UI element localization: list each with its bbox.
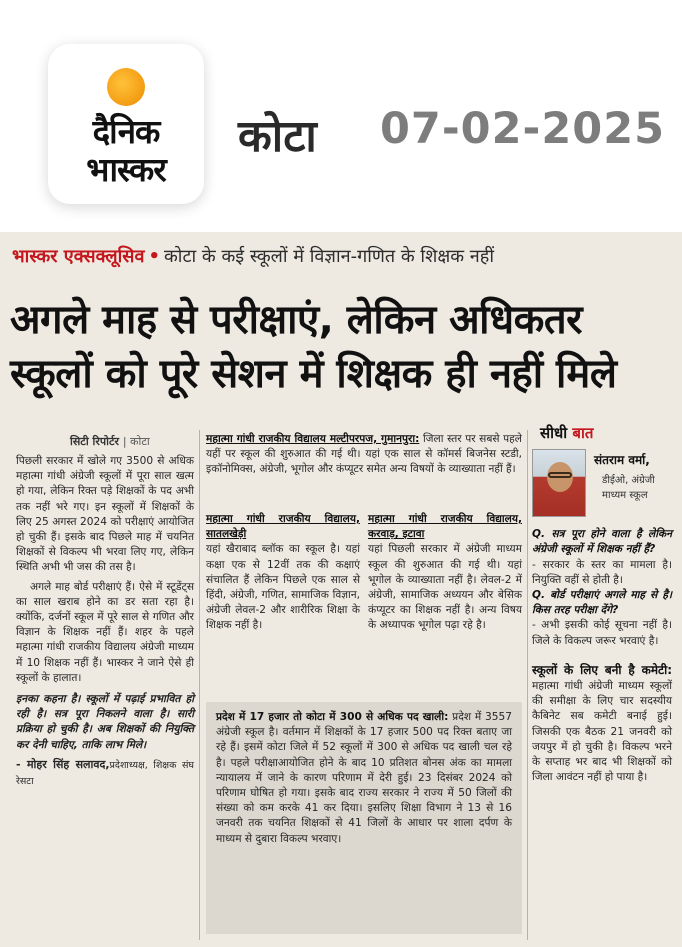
logo-line-2: भास्कर [86, 150, 166, 189]
column-divider [199, 430, 200, 940]
interviewee-role-1: डीईओ, अंग्रेजी [602, 475, 655, 487]
interview-title [540, 426, 672, 441]
byline-city: | कोटा [122, 435, 150, 448]
answer-1: - सरकार के स्तर का मामला है। नियुक्ति वहीं से होती है। [532, 558, 672, 586]
quote-author-name: - मोहर सिंह सलावद, [16, 757, 110, 771]
column-1 [16, 454, 194, 789]
dainik-bhaskar-logo [48, 44, 204, 204]
kicker-tag: भास्कर एक्सक्लूसिव [12, 246, 145, 267]
headline-line-2: स्कूलों को पूरे सेशन में शिक्षक ही नहीं मिले [10, 351, 617, 397]
school-satalkhedi [206, 512, 360, 634]
interview-column [532, 426, 672, 785]
vacancy-box [206, 702, 522, 934]
sun-icon [107, 68, 145, 106]
page-header [0, 0, 682, 228]
kicker-line [12, 244, 672, 268]
vacancy-heading: प्रदेश में 17 हजार तो कोटा में 300 से अधिक पद खाली: [216, 711, 449, 723]
committee-section [532, 663, 672, 786]
vacancy-text: प्रदेश में 3557 अंग्रेजी स्कूल है। वर्तमान में शिक्षकों के 17 हजार 500 पद रिक्त बताए जा रहे हैं। इसमें कोटा जिले में 52 स्कूलों में 300 से अधिक पद खाली चल रहे है। पहले परीक्षाआयोजित होने के बाद 10 प्रतिशत बोनस अंक का मामला न्यायालय में जाने के कारण परिणाम में देरी हुई। 23 दिसंबर 2024 को परिणाम घोषित हो गया। इसके बाद राज्य सरकार ने राज्य में 50 जिलों की संख्या को कम करके 41 कर दिया। इसलिए शिक्षा विभाग ने 13 से 16 जनवरी तक चयनित शिक्षकों से 41 जिलों के आधार पर शाला दर्पण के माध्यम से दुबारा विकल्प भरवाए। [216, 711, 513, 845]
interview-title-b: बात [572, 424, 594, 442]
interview-qa [532, 527, 672, 649]
edition-date: 07-02-2025 [380, 104, 666, 154]
interviewee-role-2: माध्यम स्कूल [602, 490, 648, 502]
byline [70, 434, 150, 449]
kicker-subtitle: कोटा के कई स्कूलों में विज्ञान-गणित के शिक्षक नहीं [163, 246, 494, 267]
glasses-icon [548, 472, 572, 478]
headline-line-1: अगले माह से परीक्षाएं, लेकिन अधिकतर [10, 297, 582, 343]
city-label: कोटा [238, 111, 317, 162]
quote-author [16, 757, 194, 789]
answer-2: - अभी इसकी कोई सूचना नहीं है। जिले के विकल्प जरूर भरवाएं है। [532, 619, 672, 647]
interviewee-role [602, 473, 655, 503]
interviewee-header [532, 445, 672, 527]
karwad-text: यहां पिछली सरकार में अंग्रेजी माध्यम स्कूल की शुरुआत की गई थी। यहां भूगोल के व्याख्याता नहीं है। लेवल-2 में अंग्रेजी, सामाजिक अध्ययन और बेसिक कंप्यूटर का शिक्षक नहीं है। अन्य विषय के अध्यापक भूगोल पढ़ा रहे है। [368, 543, 522, 632]
interview-title-a: सीधी [540, 424, 568, 442]
interviewee-name: संतराम वर्मा, [594, 453, 650, 468]
newspaper-clipping [0, 232, 682, 947]
karwad-heading: महात्मा गांधी राजकीय विद्यालय, करवाड़, इटावा [368, 513, 522, 541]
committee-text: महात्मा गांधी अंग्रेजी माध्यम स्कूलों की समीक्षा के लिए चार सदस्यीय कैबिनेट सब कमेटी बनाई हुई। जिसकी एक बैठक 21 जनवरी को जयपुर में हो चुकी है। विकल्प भरने के सप्ताह भर बाद भी शिक्षकों को जिला आवंटन नहीं हो पाया है। [532, 680, 672, 784]
gumanpura-text: जिला स्तर पर सबसे पहले यहीं पर स्कूल की शुरुआत की गई थी। यहां एक साल से कॉमर्स बिजनेस स्टडी, इकॉनोमिक्स, अंग्रेजी, भूगोल और कंप्यूटर समेत अन्य विषयों के व्याख्याता नहीं हैं। [206, 433, 522, 476]
article-body [0, 426, 682, 947]
school-gumanpura [206, 432, 522, 478]
kicker-bullet-icon: • [148, 246, 160, 267]
satalkhedi-heading: महात्मा गांधी राजकीय विद्यालय, सातलखेड़ी [206, 513, 360, 541]
col1-paragraph-2: अगले माह बोर्ड परीक्षाएं हैं। ऐसे में स्टूडेंट्स का साल खराब होने का डर सता रहा है। क्योंकि, दर्जनों स्कूल में पूरे साल से गणित और विज्ञान के शिक्षक नहीं हैं। शहर के पहले महात्मा गांधी राजकीय विद्यालय अंग्रेजी माध्यम में 10 शिक्षक नहीं हैं। भास्कर ने जाने ऐसे ही स्कूलों के हालात। [16, 580, 194, 684]
col1-quote: इनका कहना है। स्कूलों में पढ़ाई प्रभावित हो रही है। सत्र पूरा निकलने वाला है। सारी प्रक्रिया हो चुकी है। अब शिक्षकों की नियुक्ति कर देनी चाहिए, ताकि लाभ मिले। [16, 693, 194, 751]
byline-reporter: सिटी रिपोर्टर [70, 435, 119, 448]
school-karwad [368, 512, 522, 634]
committee-heading: स्कूलों के लिए बनी है कमेटी: [532, 662, 672, 677]
question-2: Q. बोर्ड परीक्षाएं अगले माह से है। किस तरह परीक्षा देंगे? [532, 589, 672, 617]
satalkhedi-text: यहां खैराबाद ब्लॉक का स्कूल है। यहां कक्षा एक से 12वीं तक की कक्षाएं संचालित हैं लेकिन पिछले एक साल से हिंदी, अंग्रेजी, गणित, सामाजिक विज्ञान, अंग्रेजी लेवल-2 और शारीरिक शिक्षा के शिक्षक नहीं है। [206, 543, 360, 632]
question-1: Q. सत्र पूरा होने वाला है लेकिन अंग्रेजी स्कूलों में शिक्षक नहीं हैं? [532, 528, 672, 556]
gumanpura-heading: महात्मा गांधी राजकीय विद्यालय मल्टीपरपज, गुमानपुरा: [206, 433, 420, 445]
logo-line-1: दैनिक [92, 112, 160, 151]
column-divider [527, 430, 528, 940]
interviewee-photo [532, 449, 586, 517]
col1-paragraph-1: पिछली सरकार में खोले गए 3500 से अधिक महात्मा गांधी अंग्रेजी स्कूलों में पूरा साल खत्म हो गया, लेकिन रिक्त पड़े शिक्षकों के पद अभी तक नहीं भरे गए। इन स्कूलों में शिक्षकों के लिए 25 अगस्त 2024 को परीक्षाएं आयोजित हो चुकी हैं। इसके बाद पिछले माह में चयनित शिक्षकों से विकल्प भी भरवा लिए गए, लेकिन स्थिति अभी भी जस की तस है। [16, 455, 194, 574]
quote-author-role: प्रदेशाध्यक्ष, शिक्षक संघ रेसटा [16, 759, 195, 788]
